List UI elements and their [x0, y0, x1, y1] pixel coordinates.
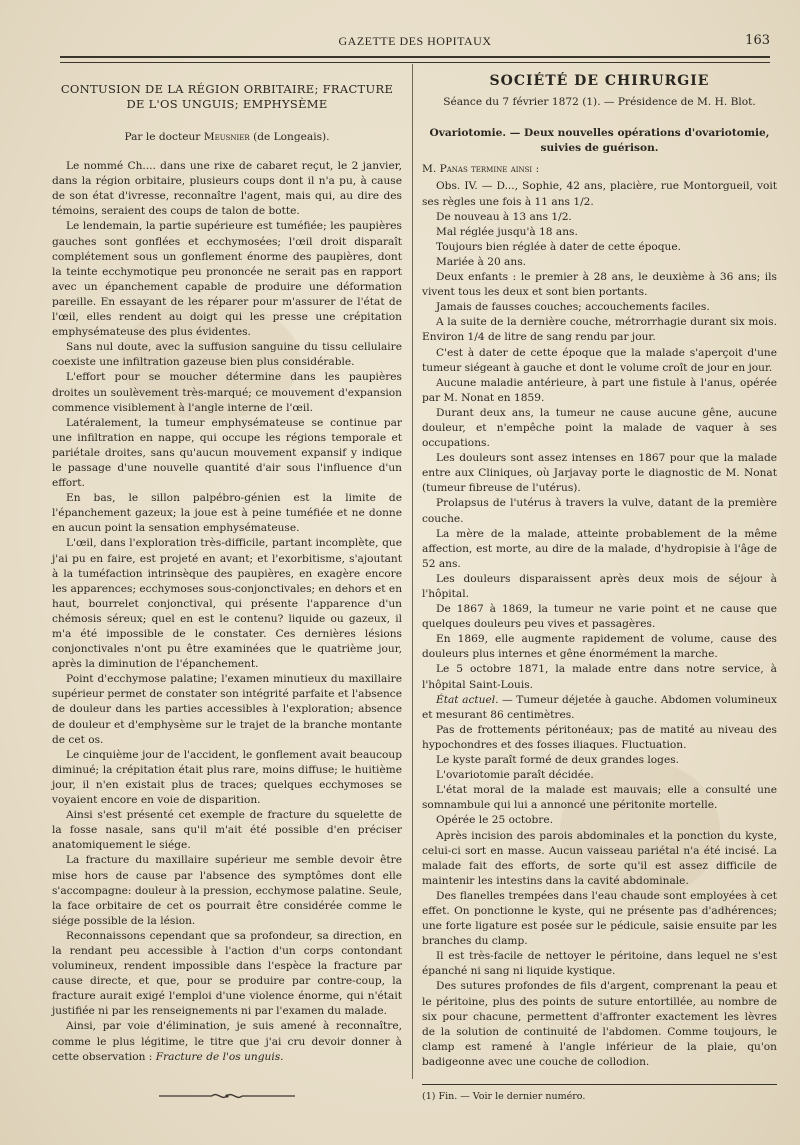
article-byline: [52, 130, 402, 145]
column-divider: [412, 64, 413, 1079]
paragraph: La fracture du maxillaire supérieur me semble devoir être mise hors de cause par l'absence des symptômes dont elle s'accompagne: douleur à la pression, ecchymose palatine. Seule, la face orbitaire de cet os pourrait être considérée comme le siége possible de la lésion.: [52, 854, 402, 927]
observation-line: L'ovariotomie paraît décidée.: [436, 769, 594, 782]
observation-line: Jamais de fausses couches; accouchements faciles.: [436, 301, 710, 314]
observation-line: Aucune maladie antérieure, à part une fistule à l'anus, opérée par M. Nonat en 1859.: [422, 376, 777, 404]
right-column: [422, 68, 777, 1104]
byline-suffix: (de Longeais).: [253, 131, 330, 143]
paragraph: Reconnaissons cependant que sa profondeur, sa direction, en la rendant peu accessible à l'action d'un corps contondant volumineux, rendent impossible dans l'espèce la fracture par cause directe, et que, pour se produire par contre-coup, la fracture aurait exigé l'emploi d'une violence énorme, qui n'était justifiée ni par les renseignements ni par l'examen du malade.: [52, 929, 402, 1018]
paragraph: L'œil, dans l'exploration très-difficile, partant incomplète, que j'ai pu en faire, est projeté en avant; et l'exorbitisme, s'ajoutant à la tuméfaction intrinsèque des paupières, en exagère encore les apparences; ecchymoses sous-conjonctivales; en dehors et en haut, bourrelet conjonctival, qui présente l'apparence d'un chémosis séreux; quel en est le contenu? liquide ou gazeux, il m'a été impossible de le constater. Ces dernières lésions conjonctivales n'ont pu être examinées que le quatrième jour, après la diminution de l'épanchement.: [52, 537, 403, 671]
paragraph: Le cinquième jour de l'accident, le gonflement avait beaucoup diminué; la crépitation était plus rare, moins diffuse; le huitième jour, il n'en existait plus de traces; quelques ecchymoses se voyaient encore en voie de disparition.: [52, 748, 402, 807]
footnote-rule: [422, 1084, 777, 1085]
observation-line: Le 5 octobre 1871, la malade entre dans notre service, à l'hôpital Saint-Louis.: [422, 663, 777, 691]
paragraph: Le nommé Ch.... dans une rixe de cabaret reçut, le 2 janvier, dans la région orbitaire, plusieurs coups dont il n'a pu, à cause de son état d'ivresse, reconnaître l'agent, mais qui, au dire des témoins, seraient des coups de talon de botte.: [52, 160, 402, 218]
footnote: (1) Fin. — Voir le dernier numéro.: [422, 1091, 586, 1102]
observation-line: Prolapsus de l'utérus à travers la vulve, datant de la première couche.: [422, 497, 777, 525]
observation-line: Après incision des parois abdominales et la ponction du kyste, celui-ci sort en masse. Aucun vaisseau pariétal n'a été incisé. La malade fait des efforts, de sorte qu'il est assez difficile de maintenir les intestins dans la cavité abdominale.: [422, 829, 777, 887]
observation-line: A la suite de la dernière couche, métrorrhagie durant six mois. Environ 1/4 de litre de sang rendu par jour.: [422, 316, 777, 344]
observation-line: En 1869, elle augmente rapidement de volume, cause des douleurs plus internes et gêne énormément la marche.: [422, 633, 777, 661]
byline-author: Meusnier: [203, 131, 250, 143]
subsection-heading: Ovariotomie. — Deux nouvelles opérations d'ovariotomie, suivies de guérison.: [429, 127, 770, 155]
observation-line: C'est à dater de cette époque que la malade s'aperçoit d'une tumeur siégeant à gauche et dont le volume croît de jour en jour.: [422, 346, 777, 374]
article-title: [52, 82, 402, 112]
observation-line: De nouveau à 13 ans 1/2.: [436, 210, 572, 223]
paragraph: Point d'ecchymose palatine; l'examen minutieux du maxillaire supérieur permet de constater son intégrité parfaite et l'absence de douleur dans les parties accessibles à l'exploration; absence de douleur et d'emphysème sur le trajet de la branche montante de cet os.: [52, 673, 402, 746]
left-column: [52, 68, 402, 1101]
observation-line: Il est très-facile de nettoyer le péritoine, dans lequel ne s'est épanché ni sang ni liquide kystique.: [422, 950, 777, 978]
newspaper-title: GAZETTE DES HOPITAUX: [338, 34, 492, 48]
observation-line: Les douleurs disparaissent après deux mois de séjour à l'hôpital.: [422, 572, 777, 600]
observation-line: Durant deux ans, la tumeur ne cause aucune gêne, aucune douleur, et n'empêche point la malade de vaquer à ses occupations.: [422, 406, 777, 450]
observation-line: Le kyste paraît formé de deux grandes loges.: [436, 754, 680, 767]
decorative-flourish: [157, 1091, 297, 1101]
paragraph: Le lendemain, la partie supérieure est tuméfiée; les paupières gauches sont gonflées et ecchymosées; l'œil droit disparaît complétement sous un gonflement énorme des paupières, dont la teinte ecchymotique peu prononcée ne serait pas en rapport avec un épanchement capable de produire une déformation pareille. En essayant de les réparer pour m'assurer de l'état de l'œil, elles rendent au doigt qui les presse une crépitation emphysémateuse des plus évidentes.: [52, 220, 402, 339]
section-title: SOCIÉTÉ DE CHIRURGIE: [489, 73, 710, 89]
paragraph: Latéralement, la tumeur emphysémateuse se continue par une infiltration en nappe, qui occupe les régions temporale et pariétale droites, sans qu'aucun mouvement expansif y indique le passage d'une nouvelle quantité d'air sous l'influence d'un effort.: [52, 416, 402, 490]
session-line: Séance du 7 février 1872 (1). — Présidence de M. H. Blot.: [443, 96, 756, 109]
paragraph: L'effort pour se moucher détermine dans les paupières droites un soulèvement très-marqué; ce mouvement d'expansion commence visiblement à l'angle interne de l'œil.: [52, 371, 402, 414]
observation-line: Des flanelles trempées dans l'eau chaude sont employées à cet effet. On ponctionne le kyste, qui ne présente pas d'adhérences; une forte ligature est posée sur le pédicule, saisie ensuite par les branches du clamp.: [422, 889, 777, 948]
observation-line: Des sutures profondes de fils d'argent, comprenant la peau et le péritoine, plus des points de suture entortillée, au nombre de six pour chacune, permettent d'affronter exactement les lèvres de la solution de continuité de l'abdomen. Comme toujours, le clamp est ramené à l'angle inférieur de la plaie, qu'on badigeonne avec une couche de collodion.: [422, 980, 777, 1068]
observation-line: Les douleurs sont assez intenses en 1867 pour que la malade entre aux Cliniques, où Jarjavay porte le diagnostic de M. Nonat (tumeur fibreuse de l'utérus).: [422, 452, 777, 495]
paragraph: Sans nul doute, avec la suffusion sanguine du tissu cellulaire coexiste une infiltration gazeuse bien plus considérable.: [52, 341, 402, 369]
conclusion-text: Ainsi, par voie d'élimination, je suis amené à reconnaître, comme le plus légitime, le titre que j'ai cru devoir donner à cette observation :: [52, 1020, 402, 1063]
etat-actuel: [422, 693, 777, 723]
flourish-icon: [157, 1091, 297, 1101]
etat-label: État actuel.: [436, 693, 499, 706]
observation-line: Obs. IV. — D..., Sophie, 42 ans, placière, rue Montorgueil, voit ses règles une fois à 11 ans 1/2.: [422, 180, 777, 208]
etat-text: — Tumeur déjetée à gauche. Abdomen volumineux et mesurant 86 centimètres.: [422, 693, 777, 721]
intro-line: M. Panas termine ainsi :: [422, 163, 540, 176]
observation-line: Deux enfants : le premier à 28 ans, le deuxième à 36 ans; ils vivent tous les deux et sont bien portants.: [422, 271, 777, 299]
article-title-line-2: DE L'OS UNGUIS; EMPHYSÈME: [126, 97, 328, 111]
observation-line: Opérée le 25 octobre.: [436, 814, 554, 827]
observation-line: Mariée à 20 ans.: [436, 255, 526, 268]
observation-line: Mal réglée jusqu'à 18 ans.: [436, 225, 578, 238]
observation-line: La mère de la malade, atteinte probablement de la même affection, est morte, au dire de la malade, d'hydropisie à l'âge de 52 ans.: [422, 527, 777, 570]
page-header: [60, 30, 770, 52]
observation-line: De 1867 à 1869, la tumeur ne varie point et ne cause que quelques douleurs peu vives et passagères.: [422, 603, 777, 631]
byline-prefix: Par le docteur: [124, 131, 201, 143]
paragraph: Ainsi s'est présenté cet exemple de fracture du squelette de la fosse nasale, sans qu'il m'ait été possible d'en préciser anatomiquement le siége.: [52, 809, 402, 852]
header-rule: [60, 56, 770, 63]
article-title-line-1: CONTUSION DE LA RÉGION ORBITAIRE; FRACTURE: [60, 82, 394, 96]
observation-line: Pas de frottements péritonéaux; pas de matité au niveau des hypochondres et des fosses iliaques. Fluctuation.: [422, 723, 777, 751]
paragraph: En bas, le sillon palpébro-génien est la limite de l'épanchement gazeux; la joue est à peine tuméfiée et ne donne en aucun point la sensation emphysémateuse.: [52, 492, 402, 535]
observation-line: L'état moral de la malade est mauvais; elle a consulté une somnambule qui lui a annoncé une péritonite mortelle.: [422, 784, 777, 812]
observation-line: Toujours bien réglée à dater de cette époque.: [436, 240, 682, 253]
paragraph-conclusion: [52, 1019, 402, 1064]
page-number: 163: [745, 33, 770, 48]
conclusion-title: Fracture de l'os unguis.: [155, 1050, 284, 1063]
